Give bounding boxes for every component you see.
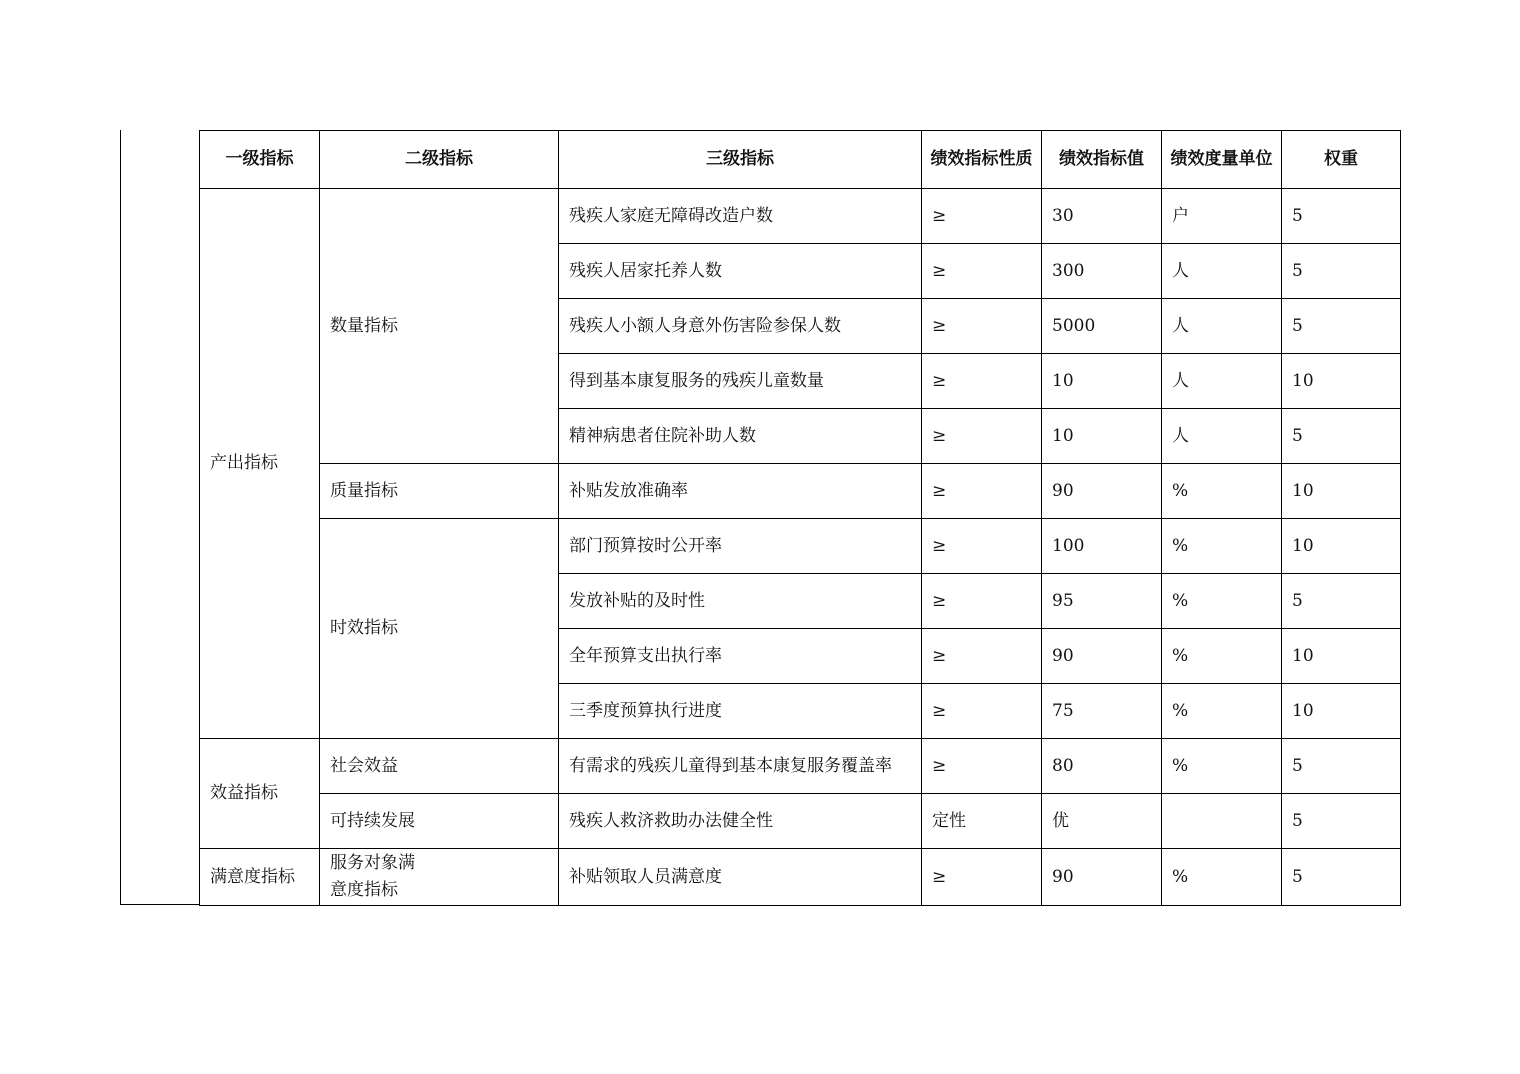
nature-cell: ≥: [922, 354, 1042, 409]
weight-cell: 5: [1282, 299, 1401, 354]
table-row: [200, 794, 1401, 849]
indicator-cell: 部门预算按时公开率: [559, 519, 922, 574]
value-cell: 75: [1042, 684, 1162, 739]
header-weight: 权重: [1282, 131, 1401, 189]
level2-social: 社会效益: [320, 739, 559, 794]
indicator-cell: 残疾人救济救助办法健全性: [559, 794, 922, 849]
nature-cell: ≥: [922, 409, 1042, 464]
unit-cell: %: [1162, 739, 1282, 794]
level2-sustainable: 可持续发展: [320, 794, 559, 849]
weight-cell: 10: [1282, 684, 1401, 739]
value-cell: 10: [1042, 354, 1162, 409]
value-cell: 95: [1042, 574, 1162, 629]
unit-cell: %: [1162, 519, 1282, 574]
unit-cell: 人: [1162, 244, 1282, 299]
value-cell: 100: [1042, 519, 1162, 574]
indicator-cell: 补贴发放准确率: [559, 464, 922, 519]
left-blank-column: [120, 130, 199, 905]
header-value: 绩效指标值: [1042, 131, 1162, 189]
performance-indicator-table: [199, 130, 1401, 906]
weight-cell: 5: [1282, 189, 1401, 244]
indicator-cell: 残疾人小额人身意外伤害险参保人数: [559, 299, 922, 354]
indicator-cell: 全年预算支出执行率: [559, 629, 922, 684]
unit-cell: [1162, 794, 1282, 849]
table-header-row: [200, 131, 1401, 189]
unit-cell: %: [1162, 849, 1282, 906]
indicator-cell: 精神病患者住院补助人数: [559, 409, 922, 464]
value-cell: 10: [1042, 409, 1162, 464]
indicator-cell: 发放补贴的及时性: [559, 574, 922, 629]
level1-benefit: 效益指标: [200, 739, 320, 849]
header-level1: 一级指标: [200, 131, 320, 189]
header-nature: 绩效指标性质: [922, 131, 1042, 189]
weight-cell: 5: [1282, 409, 1401, 464]
value-cell: 5000: [1042, 299, 1162, 354]
indicator-cell: 补贴领取人员满意度: [559, 849, 922, 906]
weight-cell: 10: [1282, 354, 1401, 409]
weight-cell: 5: [1282, 244, 1401, 299]
nature-cell: ≥: [922, 739, 1042, 794]
unit-cell: %: [1162, 464, 1282, 519]
table-row: [200, 464, 1401, 519]
level2-timeliness: 时效指标: [320, 519, 559, 739]
unit-cell: %: [1162, 629, 1282, 684]
nature-cell: ≥: [922, 574, 1042, 629]
level1-output: 产出指标: [200, 189, 320, 739]
level2-service-line2: 意度指标: [330, 880, 398, 900]
unit-cell: %: [1162, 574, 1282, 629]
nature-cell: ≥: [922, 684, 1042, 739]
table-row: [200, 739, 1401, 794]
weight-cell: 10: [1282, 464, 1401, 519]
unit-cell: 人: [1162, 299, 1282, 354]
weight-cell: 10: [1282, 629, 1401, 684]
unit-cell: %: [1162, 684, 1282, 739]
indicator-cell: 残疾人居家托养人数: [559, 244, 922, 299]
value-cell: 优: [1042, 794, 1162, 849]
value-cell: 90: [1042, 849, 1162, 906]
value-cell: 30: [1042, 189, 1162, 244]
weight-cell: 5: [1282, 849, 1401, 906]
value-cell: 80: [1042, 739, 1162, 794]
nature-cell: ≥: [922, 849, 1042, 906]
header-level3: 三级指标: [559, 131, 922, 189]
nature-cell: ≥: [922, 299, 1042, 354]
nature-cell: ≥: [922, 519, 1042, 574]
nature-cell: ≥: [922, 189, 1042, 244]
indicator-cell: 有需求的残疾儿童得到基本康复服务覆盖率: [559, 739, 922, 794]
level2-service-line1: 服务对象满: [330, 853, 415, 873]
weight-cell: 5: [1282, 574, 1401, 629]
unit-cell: 户: [1162, 189, 1282, 244]
header-unit: 绩效度量单位: [1162, 131, 1282, 189]
nature-cell: ≥: [922, 244, 1042, 299]
indicator-cell: 得到基本康复服务的残疾儿童数量: [559, 354, 922, 409]
weight-cell: 5: [1282, 739, 1401, 794]
value-cell: 300: [1042, 244, 1162, 299]
level2-service-satisfaction: [320, 849, 559, 906]
nature-cell: 定性: [922, 794, 1042, 849]
level1-satisfaction: 满意度指标: [200, 849, 320, 906]
value-cell: 90: [1042, 464, 1162, 519]
table-row: [200, 519, 1401, 574]
unit-cell: 人: [1162, 354, 1282, 409]
unit-cell: 人: [1162, 409, 1282, 464]
nature-cell: ≥: [922, 464, 1042, 519]
table-row: [200, 189, 1401, 244]
level2-quantity: 数量指标: [320, 189, 559, 464]
indicator-cell: 三季度预算执行进度: [559, 684, 922, 739]
table-row: [200, 849, 1401, 906]
level2-quality: 质量指标: [320, 464, 559, 519]
nature-cell: ≥: [922, 629, 1042, 684]
header-level2: 二级指标: [320, 131, 559, 189]
value-cell: 90: [1042, 629, 1162, 684]
indicator-cell: 残疾人家庭无障碍改造户数: [559, 189, 922, 244]
weight-cell: 10: [1282, 519, 1401, 574]
weight-cell: 5: [1282, 794, 1401, 849]
